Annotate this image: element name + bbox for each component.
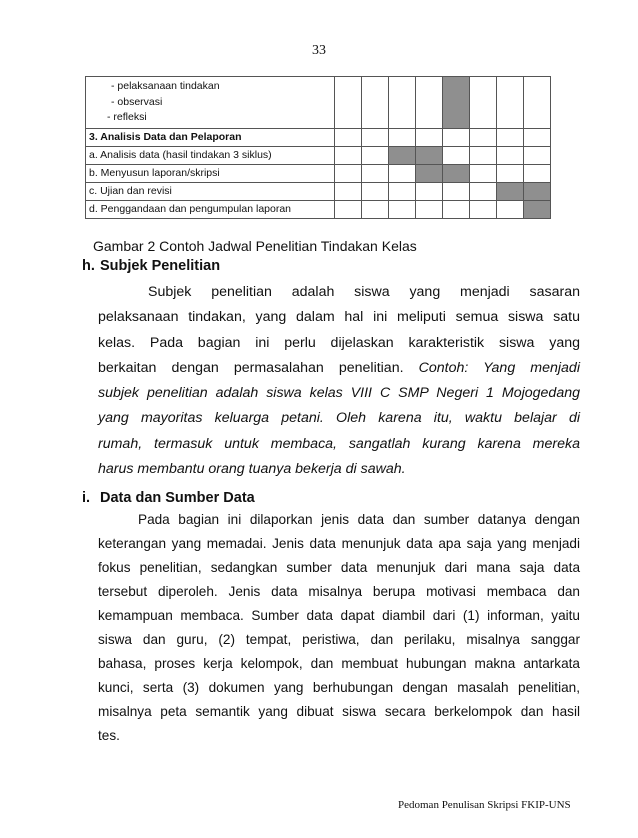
schedule-cell [470, 165, 497, 183]
schedule-row [86, 77, 551, 129]
section-h-heading [82, 258, 220, 274]
schedule-cell [497, 147, 524, 165]
schedule-cell-filled [416, 147, 443, 165]
schedule-activity-label: b. Menyusun laporan/skripsi [86, 165, 335, 183]
schedule-cell [362, 183, 389, 201]
schedule-cell [362, 77, 389, 129]
schedule-row [86, 201, 551, 219]
paragraph-line: siswa dan guru, (2) tempat, peristiwa, dan perilaku, misalnya sanggar [98, 632, 580, 647]
schedule-activity-label: 3. Analisis Data dan Pelaporan [86, 129, 335, 147]
schedule-cell [470, 147, 497, 165]
schedule-cell [362, 147, 389, 165]
schedule-cell [335, 77, 362, 129]
schedule-cell [443, 147, 470, 165]
paragraph-line: misalnya peta semantik yang dibuat siswa secara berkelompok dan hasil [98, 704, 580, 719]
schedule-cell [389, 77, 416, 129]
paragraph-line: tes. [98, 728, 120, 743]
figure-caption: Gambar 2 Contoh Jadwal Penelitian Tindakan Kelas [93, 238, 417, 254]
schedule-subactivity: - refleksi [107, 111, 147, 124]
schedule-cell [416, 129, 443, 147]
section-i-heading [82, 490, 255, 506]
schedule-activity-label: d. Penggandaan dan pengumpulan laporan [86, 201, 335, 219]
paragraph-line: bahasa, proses kerja kelompok, dan membuat hubungan makna antarkata [98, 656, 580, 671]
schedule-cell [443, 183, 470, 201]
schedule-cell [497, 165, 524, 183]
schedule-cell [335, 147, 362, 165]
paragraph-line: berkaitan dengan permasalahan penelitian. Contoh: Yang menjadi [98, 359, 580, 376]
schedule-cell [524, 147, 551, 165]
schedule-cell-filled [443, 165, 470, 183]
page-number: 33 [312, 43, 326, 58]
section-i-title: Data dan Sumber Data [100, 490, 255, 506]
schedule-subactivity: - pelaksanaan tindakan [111, 80, 220, 93]
schedule-cell [524, 77, 551, 129]
schedule-cell [470, 129, 497, 147]
schedule-row [86, 165, 551, 183]
paragraph-line: pelaksanaan tindakan, yang dalam hal ini meliputi semua siswa satu [98, 309, 580, 326]
schedule-cell [470, 183, 497, 201]
paragraph-line: kelas. Pada bagian ini perlu dijelaskan karakteristik siswa yang [98, 334, 580, 351]
section-h-title: Subjek Penelitian [100, 258, 221, 274]
schedule-cell [470, 201, 497, 219]
schedule-cell [335, 165, 362, 183]
schedule-row [86, 183, 551, 201]
schedule-cell [389, 201, 416, 219]
schedule-cell-filled [524, 183, 551, 201]
schedule-cell [389, 129, 416, 147]
schedule-cell [362, 201, 389, 219]
schedule-row [86, 147, 551, 165]
schedule-cell [335, 183, 362, 201]
schedule-cell [524, 165, 551, 183]
schedule-cell [416, 77, 443, 129]
section-h-paragraph [98, 280, 580, 482]
schedule-cell [497, 129, 524, 147]
schedule-table [85, 76, 551, 219]
section-i-letter: i. [82, 490, 91, 506]
section-i-paragraph [98, 508, 580, 748]
paragraph-line: Pada bagian ini dilaporkan jenis data dan sumber datanya dengan [138, 512, 580, 527]
paragraph-line: Subjek penelitian adalah siswa yang menjadi sasaran [148, 284, 580, 300]
footer-text: Pedoman Penulisan Skripsi FKIP-UNS [398, 799, 571, 811]
schedule-cell [497, 77, 524, 129]
schedule-cell-filled [497, 183, 524, 201]
paragraph-line: harus membantu orang tuanya bekerja di sawah. [98, 461, 406, 478]
schedule-cell [443, 129, 470, 147]
paragraph-line: rumah, termasuk untuk membaca, sangatlah kurang karena mereka [98, 435, 580, 452]
schedule-cell [362, 165, 389, 183]
paragraph-line: tersebut diperoleh. Jenis data misalnya berupa motivasi membaca dan [98, 584, 580, 599]
schedule-activity-label: c. Ujian dan revisi [86, 183, 335, 201]
schedule-cell [416, 201, 443, 219]
schedule-cell-filled [443, 77, 470, 129]
schedule-activity-label [86, 77, 335, 129]
schedule-cell [416, 183, 443, 201]
paragraph-line: subjek penelitian adalah siswa kelas VIII C SMP Negeri 1 Mojogedang [98, 385, 580, 402]
schedule-row [86, 129, 551, 147]
schedule-cell [335, 129, 362, 147]
schedule-activity-label: a. Analisis data (hasil tindakan 3 siklus) [86, 147, 335, 165]
schedule-cell [470, 77, 497, 129]
schedule-cell [389, 165, 416, 183]
schedule-cell [443, 201, 470, 219]
schedule-cell-filled [524, 201, 551, 219]
schedule-cell-filled [416, 165, 443, 183]
paragraph-line: yang mayoritas keluarga petani. Oleh karena itu, waktu belajar di [98, 410, 580, 427]
paragraph-line: kemampuan membaca. Sumber data dapat diambil dari (1) informan, yaitu [98, 608, 580, 623]
paragraph-line: fokus penelitian, sedangkan sumber data menunjuk dari mana saja data [98, 560, 580, 575]
schedule-cell [497, 201, 524, 219]
paragraph-line: kunci, serta (3) dokumen yang berhubungan dengan masalah penelitian, [98, 680, 580, 695]
schedule-cell [362, 129, 389, 147]
schedule-subactivity: - observasi [111, 95, 163, 108]
section-h-letter: h. [82, 258, 95, 274]
paragraph-line: keterangan yang memadai. Jenis data menunjuk data apa saja yang menjadi [98, 536, 580, 551]
schedule-cell [335, 201, 362, 219]
schedule-cell [524, 129, 551, 147]
schedule-cell [389, 183, 416, 201]
schedule-cell-filled [389, 147, 416, 165]
